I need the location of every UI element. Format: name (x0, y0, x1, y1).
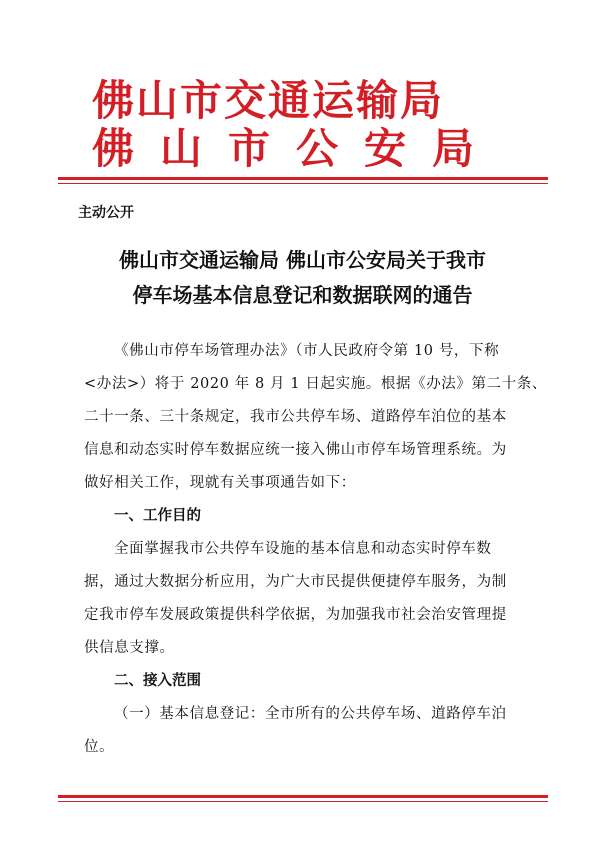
paragraph-1-line-3: 二十一条、三十条规定，我市公共停车场、道路停车泊位的基本 (84, 409, 507, 425)
footer-rule-thick (58, 795, 548, 798)
section-1-line-4: 供信息支撑。 (84, 640, 175, 656)
section-1-heading: 一、工作目的 (114, 508, 201, 524)
paragraph-1-line-2: <办法>）将于 2020 年 8 月 1 日起实施。根据《办法》第二十条、 (84, 376, 548, 392)
section-2-line-2: 位。 (84, 739, 115, 755)
paragraph-1-line-5: 做好相关工作，现就有关事项通告如下： (84, 475, 356, 491)
document-title-line-1: 佛山市交通运输局 佛山市公安局关于我市 (119, 248, 486, 272)
document-title-line-2: 停车场基本信息登记和数据联网的通告 (132, 283, 473, 307)
paragraph-1-line-1: 《佛山市停车场管理办法》（市人民政府令第 10 号，下称 (114, 343, 500, 359)
section-2-heading: 二、接入范围 (114, 673, 201, 689)
section-1-line-1: 全面掌握我市公共停车设施的基本信息和动态实时停车数 (114, 541, 492, 557)
header-rule-thick (58, 177, 548, 180)
section-1-line-2: 据，通过大数据分析应用，为广大市民提供便捷停车服务，为制 (84, 574, 507, 590)
section-2-line-1: （一）基本信息登记：全市所有的公共停车场、道路停车泊 (114, 706, 507, 722)
header-line-transport-bureau: 佛山市交通运输局 (92, 76, 445, 125)
disclosure-label: 主动公开 (78, 205, 134, 221)
footer-rule-thin (58, 801, 548, 802)
section-1-line-3: 定我市停车发展政策提供科学依据，为加强我市社会治安管理提 (84, 607, 507, 623)
header-rule-thin (58, 183, 548, 184)
header-line-public-security-bureau: 佛山市公安局 (92, 124, 501, 173)
paragraph-1-line-4: 信息和动态实时停车数据应统一接入佛山市停车场管理系统。为 (84, 442, 507, 458)
